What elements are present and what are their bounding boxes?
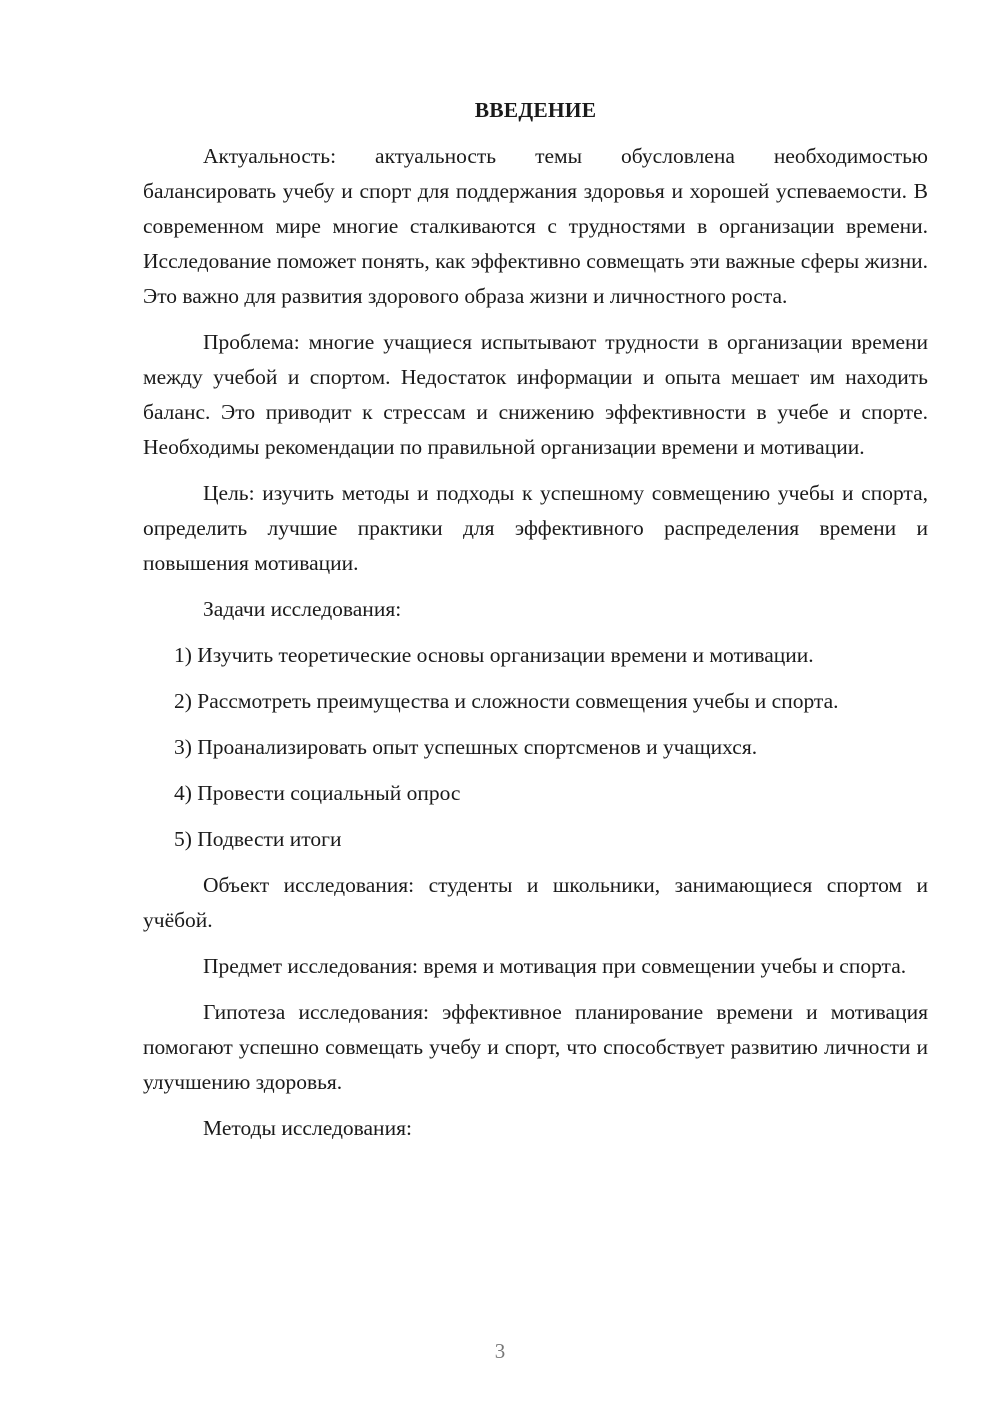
page-content bbox=[143, 93, 928, 1157]
subject-paragraph: Предмет исследования: время и мотивация при совмещении учебы и спорта. bbox=[203, 954, 907, 978]
task-item: 1) Изучить теоретические основы организации времени и мотивации. bbox=[174, 643, 814, 667]
methods-heading: Методы исследования: bbox=[203, 1116, 412, 1140]
page-number: 3 bbox=[494, 1339, 506, 1363]
section-title: ВВЕДЕНИЕ bbox=[474, 98, 597, 122]
hypothesis-paragraph: Гипотеза исследования: эффективное планирование времени и мотивация помогают успешно совмещать учебу и спорт, что способствует развитию личности и улучшению здоровья. bbox=[143, 1000, 928, 1094]
task-item: 2) Рассмотреть преимущества и сложности совмещения учебы и спорта. bbox=[174, 689, 839, 713]
task-item: 3) Проанализировать опыт успешных спортсменов и учащихся. bbox=[174, 735, 758, 759]
object-paragraph: Объект исследования: студенты и школьники, занимающиеся спортом и учёбой. bbox=[143, 873, 928, 932]
task-item: 4) Провести социальный опрос bbox=[174, 781, 461, 805]
goal-paragraph: Цель: изучить методы и подходы к успешному совмещению учебы и спорта, определить лучшие практики для эффективного распределения времени и повышения мотивации. bbox=[143, 481, 928, 575]
relevance-paragraph: Актуальность: актуальность темы обусловлена необходимостью балансировать учебу и спорт для поддержания здоровья и хорошей успеваемости. В современном мире многие сталкиваются с трудностями в организации времени. Исследование поможет понять, как эффективно совмещать эти важные сферы жизни. Это важно для развития здорового образа жизни и личностного роста. bbox=[143, 144, 928, 308]
tasks-heading: Задачи исследования: bbox=[203, 597, 402, 621]
tasks-list bbox=[143, 638, 928, 857]
task-item: 5) Подвести итоги bbox=[174, 827, 342, 851]
problem-paragraph: Проблема: многие учащиеся испытывают трудности в организации времени между учебой и спортом. Недостаток информации и опыта мешает им находить баланс. Это приводит к стрессам и снижению эффективности в учебе и спорте. Необходимы рекомендации по правильной организации времени и мотивации. bbox=[143, 330, 928, 459]
